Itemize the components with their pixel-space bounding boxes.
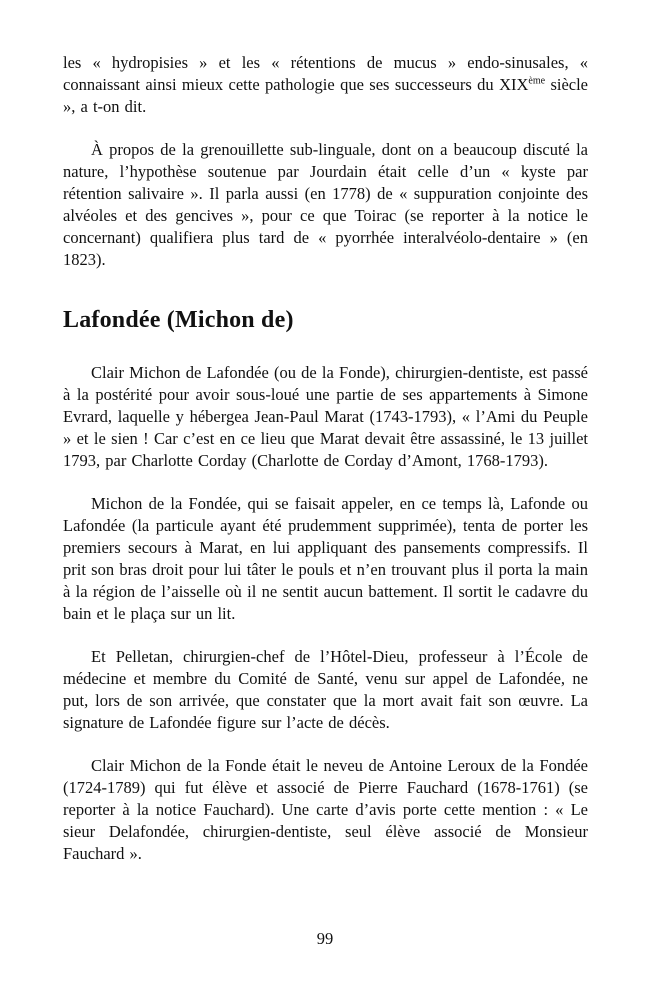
paragraph-hydropisies xyxy=(63,52,588,118)
superscript-eme: ème xyxy=(528,75,546,87)
page-number: 99 xyxy=(316,929,334,948)
paragraph-grenouillette: À propos de la grenouillette sub-linguale, dont on a beaucoup discuté la nature, l’hypothèse soutenue par Jourdain était celle d’un « kyste par rétention salivaire ». Il parla aussi (en 1778) de « suppuration conjointe des alvéoles et des gencives », pour ce que Toirac (se reporter à la notice le concernant) qualifiera plus tard de « pyorrhée interalvéolo-dentaire » (en 1823). xyxy=(63,140,588,269)
paragraph-pelletan: Et Pelletan, chirurgien-chef de l’Hôtel-Dieu, professeur à l’École de médecine et membre du Comité de Santé, venu sur appel de Lafondée, ne put, lors de son arrivée, que constater que la mort avait fait son œuvre. La signature de Lafondée figure sur l’acte de décès. xyxy=(63,647,588,732)
paragraph-clair-michon-2: Clair Michon de la Fonde était le neveu de Antoine Leroux de la Fondée (1724-1789) qui fut élève et associé de Pierre Fauchard (1678-1761) (se reporter à la notice Fauchard). Une carte d’avis porte cette mention : « Le sieur Delafondée, chirurgien-dentiste, seul élève associé de Monsieur Fauchard ». xyxy=(63,756,588,863)
paragraph-clair-michon-1: Clair Michon de Lafondée (ou de la Fonde), chirurgien-dentiste, est passé à la postérité pour avoir sous-loué une partie de ses appartements à Simone Evrard, laquelle y hébergea Jean-Paul Marat (1743-1793), « l’Ami du Peuple » et le sien ! Car c’est en ce lieu que Marat devait être assassiné, le 13 juillet 1793, par Charlotte Corday (Charlotte de Corday d’Amont, 1768-1793). xyxy=(63,363,588,470)
section-heading-lafondee: Lafondée (Michon de) xyxy=(63,307,294,333)
paragraph-text-post: siècle », a t-on dit. xyxy=(63,75,589,116)
paragraph-text-pre: les « hydropisies » et les « rétentions de mucus » endo-sinusales, « connaissant ainsi mieux cette pathologie que ses successeurs du XIX xyxy=(63,53,588,94)
paragraph-michon-fondee: Michon de la Fondée, qui se faisait appeler, en ce temps là, Lafonde ou Lafondée (la particule ayant été prudemment supprimée), tenta de porter les premiers secours à Marat, en lui appliquant des pansements compressifs. Il prit son bras droit pour lui tâter le pouls et n’en trouvant plus il porta la main à la région de l’aisselle où il ne sentit aucun battement. Il sortit le cadavre du bain et le plaça sur un lit. xyxy=(63,494,588,623)
